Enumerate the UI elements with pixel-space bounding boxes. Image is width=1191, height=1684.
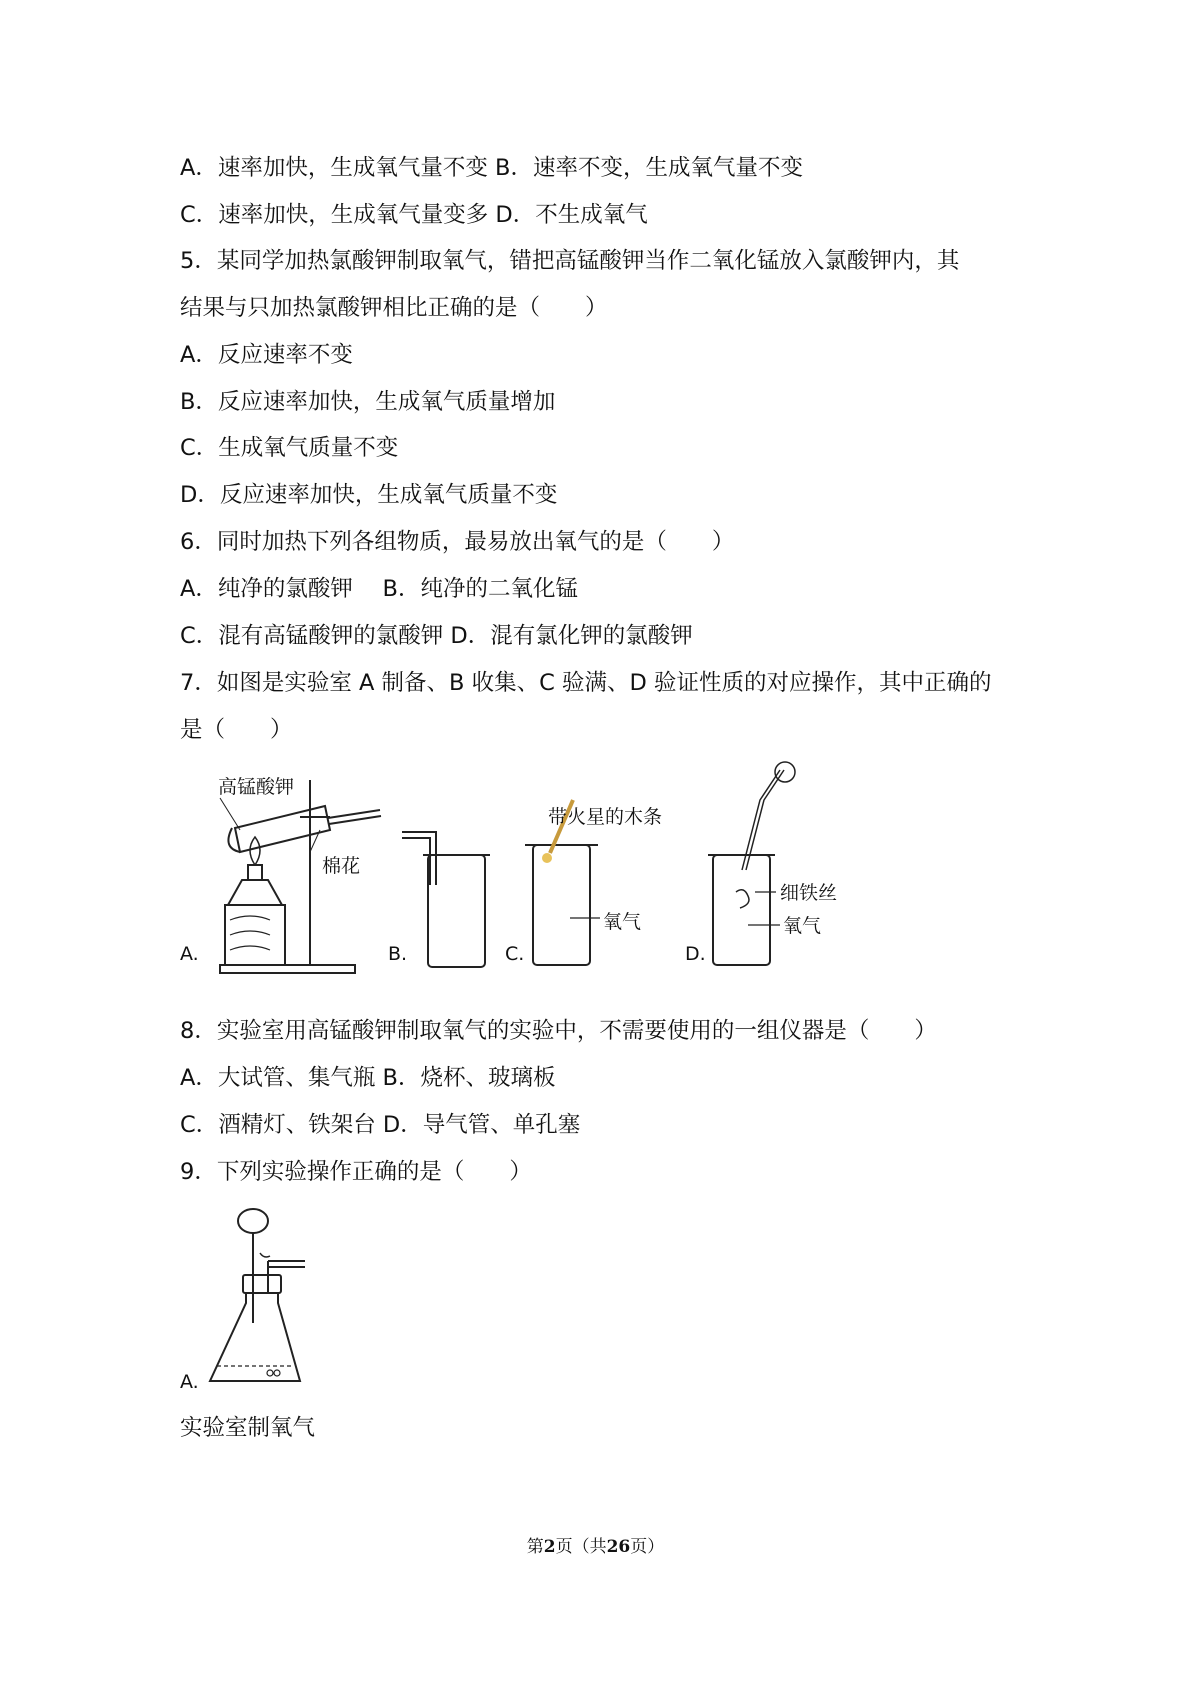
gas-bottle-d: [713, 855, 770, 965]
label-oxygen-c: 氧气: [603, 911, 642, 933]
q5-option-c: C．生成氧气质量不变: [180, 435, 399, 461]
q9-option-a-caption: 实验室制氧气: [180, 1415, 316, 1441]
q9-stem: 9．下列实验操作正确的是（ ）: [180, 1159, 532, 1185]
rubber-stopper: [243, 1275, 281, 1293]
q8-option-ab: A．大试管、集气瓶 B．烧杯、玻璃板: [180, 1065, 556, 1091]
q6-stem: 6．同时加热下列各组物质，最易放出氧气的是（ ）: [180, 529, 735, 555]
conical-flask: [210, 1293, 300, 1381]
test-tube: [235, 806, 330, 852]
footer-middle: 页（共: [555, 1537, 607, 1557]
delivery-tube: [268, 1261, 305, 1267]
q4-option-cd: C．速率加快，生成氧气量变多 D．不生成氧气: [180, 202, 648, 228]
q8-stem: 8．实验室用高锰酸钾制取氧气的实验中，不需要使用的一组仪器是（ ）: [180, 1018, 937, 1044]
q7-stem-line2: 是（ ）: [180, 717, 293, 743]
q5-option-b: B．反应速率加快，生成氧气质量增加: [180, 389, 556, 415]
q7-apparatus-drawing: [180, 760, 1030, 985]
label-glowing-splint: 带火星的木条: [548, 806, 663, 828]
q7-label-d: D.: [685, 943, 706, 965]
page-footer: [0, 1532, 1191, 1557]
q5-option-d: D．反应速率加快，生成氧气质量不变: [180, 482, 558, 508]
label-oxygen-d: 氧气: [783, 915, 822, 937]
q7-label-a: A.: [180, 943, 199, 965]
q9-label-a: A.: [180, 1371, 199, 1393]
q5-stem-line1: 5．某同学加热氯酸钾制取氧气，错把高锰酸钾当作二氧化锰放入氯酸钾内，其: [180, 248, 960, 274]
label-potassium-permanganate: 高锰酸钾: [218, 776, 295, 798]
q7-figure: [180, 760, 1030, 985]
wood-block: [225, 905, 285, 965]
q7-label-c: C.: [505, 943, 525, 965]
gas-bottle-c: [533, 845, 590, 965]
q9-flask-drawing: [180, 1203, 320, 1393]
q8-option-cd: C．酒精灯、铁架台 D．导气管、单孔塞: [180, 1112, 581, 1138]
q6-option-ab: A．纯净的氯酸钾 B．纯净的二氧化锰: [180, 576, 578, 602]
iron-stand-base: [220, 965, 355, 973]
funnel-bulb: [238, 1209, 268, 1233]
q7-stem-line1: 7．如图是实验室 A 制备、B 收集、C 验满、D 验证性质的对应操作，其中正确的: [180, 670, 992, 696]
footer-prefix: 第: [526, 1537, 544, 1557]
q7-label-b: B.: [388, 943, 408, 965]
q6-option-cd: C．混有高锰酸钾的氯酸钾 D．混有氯化钾的氯酸钾: [180, 623, 693, 649]
footer-total-pages: 26: [606, 1537, 631, 1557]
q5-option-a: A．反应速率不变: [180, 342, 353, 368]
alcohol-lamp: [228, 880, 282, 905]
q5-stem-line2: 结果与只加热氯酸钾相比正确的是（ ）: [180, 295, 608, 321]
q4-option-ab: A．速率加快，生成氧气量不变 B．速率不变，生成氧气量不变: [180, 155, 803, 181]
footer-page-number: 2: [543, 1537, 556, 1557]
label-iron-wire: 细铁丝: [780, 882, 838, 904]
label-cotton: 棉花: [322, 855, 361, 877]
q9-figure: [180, 1203, 320, 1393]
footer-suffix: 页）: [630, 1537, 665, 1557]
